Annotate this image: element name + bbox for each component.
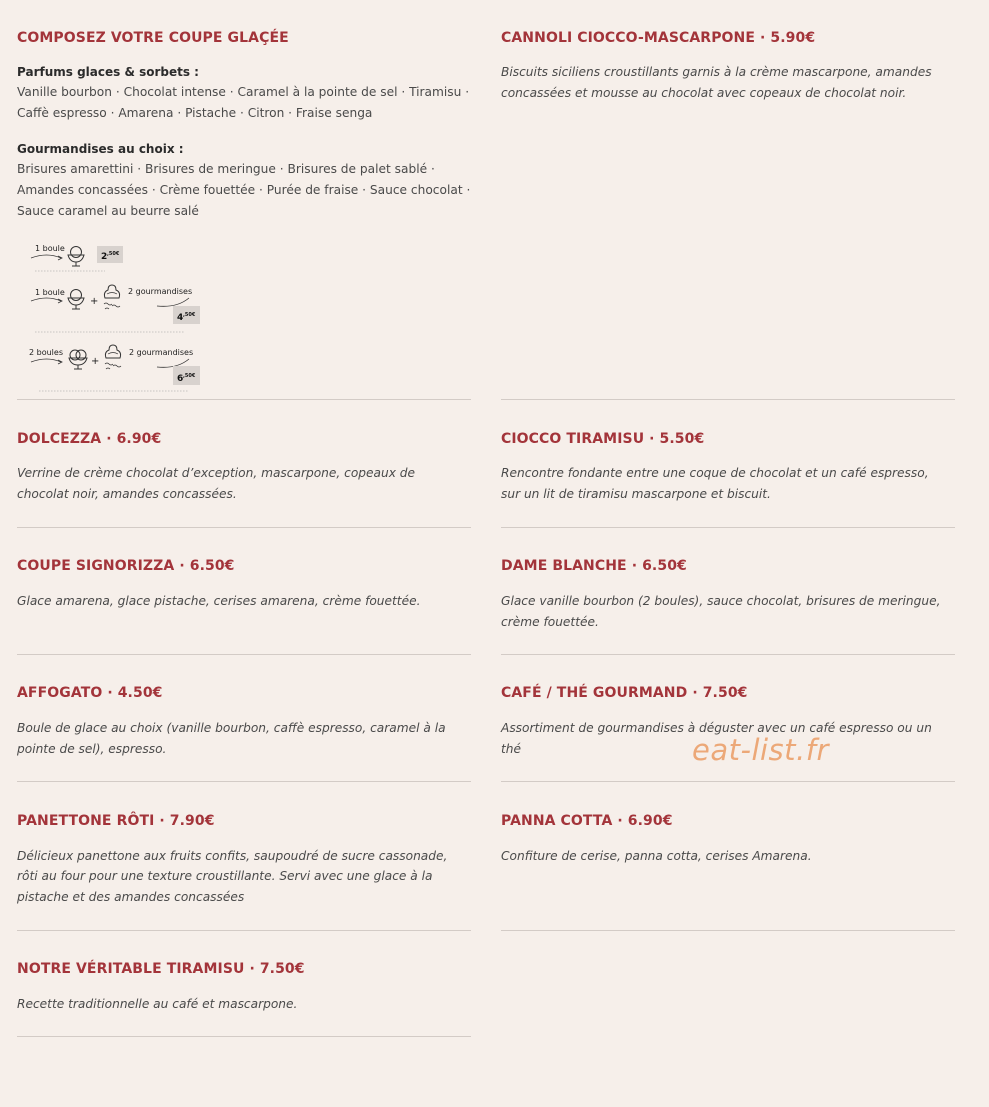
watermark: eat-list.fr <box>692 733 829 767</box>
divider <box>501 781 955 782</box>
flavors-line: Vanille bourbon · Chocolat intense · Caramel à la pointe de sel · Tiramisu · <box>17 85 470 99</box>
item-description: Biscuits siciliens croustillants garnis à la crème mascarpone, amandes <box>501 65 932 79</box>
svg-text:+: + <box>90 296 99 307</box>
price-sup: ,50€ <box>183 312 196 318</box>
formula-row <box>29 345 200 391</box>
item-title: NOTRE VÉRITABLE TIRAMISU · 7.50€ <box>17 961 305 977</box>
item-title: PANETTONE RÔTI · 7.90€ <box>17 813 215 829</box>
divider <box>501 527 955 528</box>
ice-cream-cup-icon <box>68 290 84 310</box>
formula-scoops-label: 2 boules <box>29 348 63 357</box>
divider <box>17 527 471 528</box>
toppings-heading: Gourmandises au choix : <box>17 142 184 156</box>
item-description: sur un lit de tiramisu mascarpone et biscuit. <box>501 487 771 501</box>
item-description: rôti au four pour une texture croustillante. Servi avec une glace à la <box>17 869 433 883</box>
item-title: CAFÉ / THÉ GOURMAND · 7.50€ <box>501 685 748 701</box>
flavors-line: Caffè espresso · Amarena · Pistache · Citron · Fraise senga <box>17 106 373 120</box>
item-title: CIOCCO TIRAMISU · 5.50€ <box>501 431 705 447</box>
arrow-icon <box>31 255 61 258</box>
price-main: 6 <box>177 374 184 384</box>
item-description: Boule de glace au choix (vanille bourbon, caffè espresso, caramel à la <box>17 721 446 735</box>
toppings-line: Amandes concassées · Crème fouettée · Purée de fraise · Sauce chocolat · <box>17 183 471 197</box>
ice-cream-cup-icon <box>69 350 87 369</box>
item-description: thé <box>501 742 522 756</box>
divider <box>501 930 955 931</box>
item-description: pointe de sel), espresso. <box>17 742 167 756</box>
price-sup: ,50€ <box>107 251 120 257</box>
item-description: chocolat noir, amandes concassées. <box>17 487 237 501</box>
item-title: DAME BLANCHE · 6.50€ <box>501 558 687 574</box>
whipped-cream-icon <box>104 285 120 309</box>
item-title: AFFOGATO · 4.50€ <box>17 685 163 701</box>
whipped-cream-icon <box>105 345 121 369</box>
formula-row <box>31 244 123 271</box>
item-description: Recette traditionnelle au café et mascarpone. <box>17 997 298 1011</box>
item-description: Glace amarena, glace pistache, cerises amarena, crème fouettée. <box>17 594 421 608</box>
formula-toppings-label: 2 gourmandises <box>129 348 194 357</box>
ice-cream-cup-icon <box>68 247 84 267</box>
item-description: Délicieux panettone aux fruits confits, saupoudré de sucre cassonade, <box>17 849 448 863</box>
item-description: Assortiment de gourmandises à déguster avec un café espresso ou un <box>501 721 932 735</box>
flavors-heading: Parfums glaces & sorbets : <box>17 65 199 79</box>
divider <box>501 654 955 655</box>
divider <box>17 1036 471 1037</box>
toppings-line: Brisures amarettini · Brisures de meringue · Brisures de palet sablé · <box>17 162 435 176</box>
formula-toppings-label: 2 gourmandises <box>128 287 193 296</box>
formula-illustration <box>17 236 217 396</box>
price-main: 4 <box>177 313 184 323</box>
arrow-icon <box>31 298 61 301</box>
formula-row <box>31 285 200 332</box>
toppings-line: Sauce caramel au beurre salé <box>17 204 199 218</box>
item-title: DOLCEZZA · 6.90€ <box>17 431 162 447</box>
item-description: Rencontre fondante entre une coque de chocolat et un café espresso, <box>501 466 929 480</box>
item-title: PANNA COTTA · 6.90€ <box>501 813 673 829</box>
svg-text:+: + <box>91 356 100 367</box>
item-description: concassées et mousse au chocolat avec copeaux de chocolat noir. <box>501 86 907 100</box>
formula-scoops-label: 1 boule <box>35 244 65 253</box>
item-description: Glace vanille bourbon (2 boules), sauce chocolat, brisures de meringue, <box>501 594 941 608</box>
item-title: CANNOLI CIOCCO-MASCARPONE · 5.90€ <box>501 30 816 46</box>
item-description: crème fouettée. <box>501 615 599 629</box>
divider <box>17 930 471 931</box>
item-description: pistache et des amandes concassées <box>17 890 245 904</box>
divider <box>17 781 471 782</box>
divider <box>17 654 471 655</box>
item-description: Verrine de crème chocolat d’exception, mascarpone, copeaux de <box>17 466 416 480</box>
arrow-icon <box>31 359 61 362</box>
formula-scoops-label: 1 boule <box>35 288 65 297</box>
item-title: COUPE SIGNORIZZA · 6.50€ <box>17 558 235 574</box>
price-sup: ,50€ <box>183 373 196 379</box>
divider <box>501 399 955 400</box>
price-main: 2 <box>101 252 108 262</box>
item-description: Confiture de cerise, panna cotta, cerises Amarena. <box>501 849 812 863</box>
compose-title: COMPOSEZ VOTRE COUPE GLAÇÉE <box>17 30 289 46</box>
divider <box>17 399 471 400</box>
arrow-icon <box>157 298 189 306</box>
